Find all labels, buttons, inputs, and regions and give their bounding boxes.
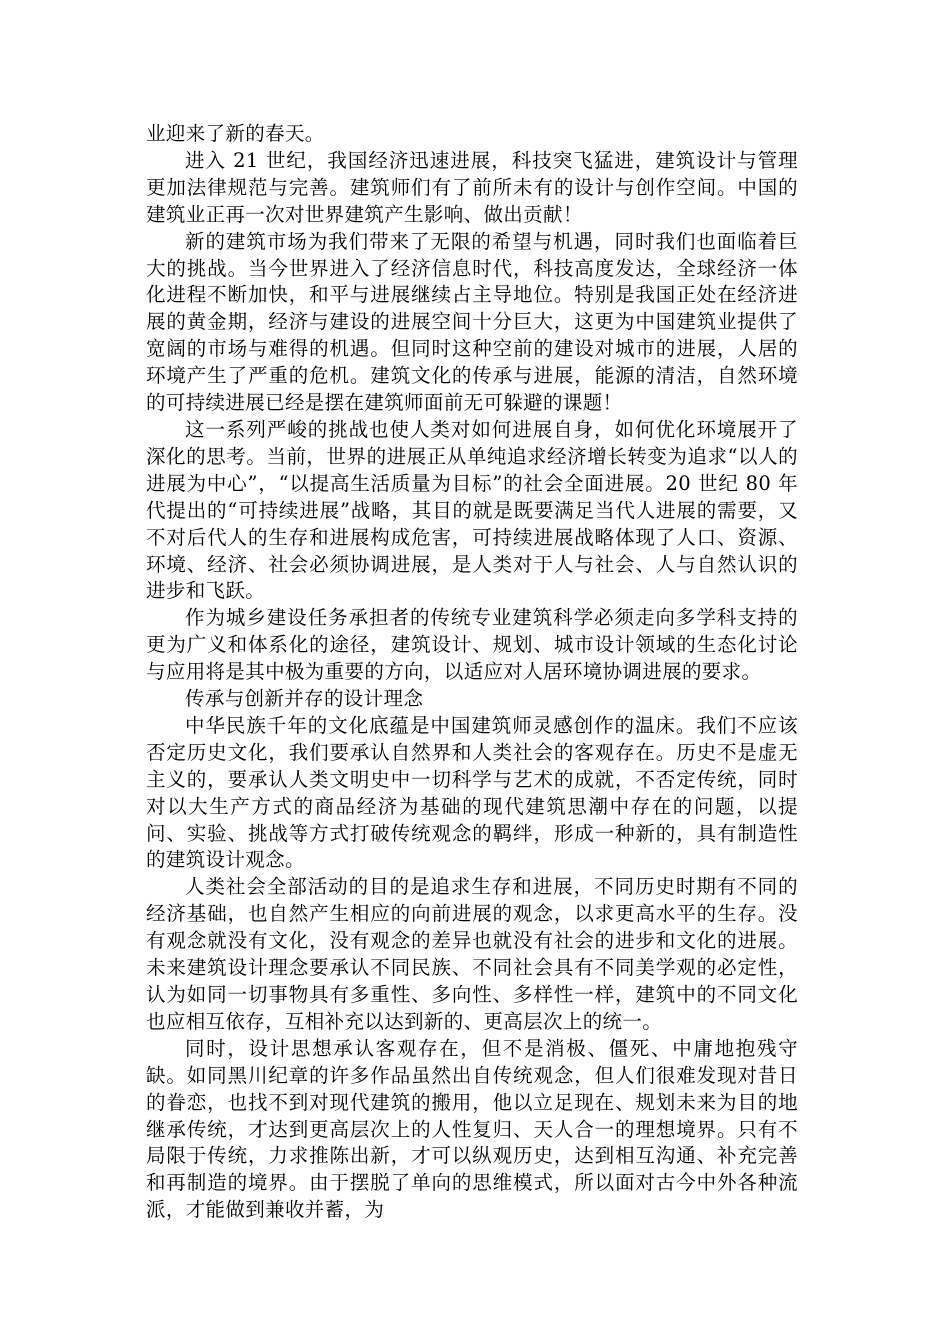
section-heading: 传承与创新并存的设计理念 (185, 687, 424, 711)
paragraph-human-society: 人类社会全部活动的目的是追求生存和进展，不同历史时期有不同的经济基础，也自然产生相应的向前进展的观念，以求更高水平的生存。没有观念就没有文化，没有观念的差异也就没有社会的进步和文化的进展。未来建筑设计理念要承认不同民族、不同社会具有不同美学观的必定性，认为如同一切事物具有多重性、多向性、多样性一样，建筑中的不同文化也应相互依存，互相补充以达到新的、更高层次上的统一。 (146, 875, 798, 1033)
paragraph-21st-century: 进入 21 世纪，我国经济迅速进展，科技突飞猛进，建筑设计与管理更加法律规范与完善。建筑师们有了前所未有的设计与创作空间。中国的建筑业正再一次对世界建筑产生影响、做出贡献！ (146, 148, 798, 226)
paragraph-continuation: 业迎来了新的春天。 (146, 122, 325, 145)
paragraph-cultural-heritage: 中华民族千年的文化底蕴是中国建筑师灵感创作的温床。我们不应该否定历史文化，我们要承认自然界和人类社会的客观存在。历史不是虚无主义的，要承认人类文明史中一切科学与艺术的成就，不否定传统，同时对以大生产方式的商品经济为基础的现代建筑思潮中存在的问题，以提问、实验、挑战等方式打破传统观念的羁绊，形成一种新的，具有制造性的建筑设计观念。 (146, 713, 798, 872)
paragraph-multidisciplinary: 作为城乡建设任务承担者的传统专业建筑科学必须走向多学科支持的更为广义和体系化的途径，建筑设计、规划、城市设计领域的生态化讨论与应用将是其中极为重要的方向，以适应对人居环境协调进展的要求。 (146, 606, 798, 684)
paragraph-sustainable-development: 这一系列严峻的挑战也使人类对如何进展自身，如何优化环境展开了深化的思考。当前，世界的进展正从单纯追求经济增长转变为追求“以人的进展为中心”，“以提高生活质量为目标”的社会全面进展。20 世纪 80 年代提出的“可持续进展”战略，其目的就是既要满足当代人进展的需要，又不对后代人的生存和进展构成危害，可持续进展战略体现了人口、资源、环境、经济、社会必须协调进展，是人类对于人与社会、人与自然认识的进步和飞跃。 (146, 417, 798, 603)
paragraph-market-challenges: 新的建筑市场为我们带来了无限的希望与机遇，同时我们也面临着巨大的挑战。当今世界进入了经济信息时代，科技高度发达，全球经济一体化进程不断加快，和平与进展继续占主导地位。特别是我国正处在经济进展的黄金期，经济与建设的进展空间十分巨大，这更为中国建筑业提供了宽阔的市场与难得的机遇。但同时这种空前的建设对城市的进展，人居的环境产生了严重的危机。建筑文化的传承与进展，能源的清洁，自然环境的可持续进展已经是摆在建筑师面前无可躲避的课题！ (146, 229, 798, 415)
document-body (146, 121, 798, 1224)
paragraph-design-thinking: 同时，设计思想承认客观存在，但不是消极、僵死、中庸地抱残守缺。如同黑川纪章的许多作品虽然出自传统观念，但人们很难发现对昔日的眷恋，也找不到对现代建筑的搬用，他以立足现在、规划未来为目的地继承传统，才达到更高层次上的人性复归、天人合一的理想境界。只有不局限于传统，力求推陈出新，才可以纵观历史，达到相互沟通、补充完善和再制造的境界。由于摆脱了单向的思维模式，所以面对古今中外各种流派，才能做到兼收并蓄，为 (146, 1036, 798, 1222)
